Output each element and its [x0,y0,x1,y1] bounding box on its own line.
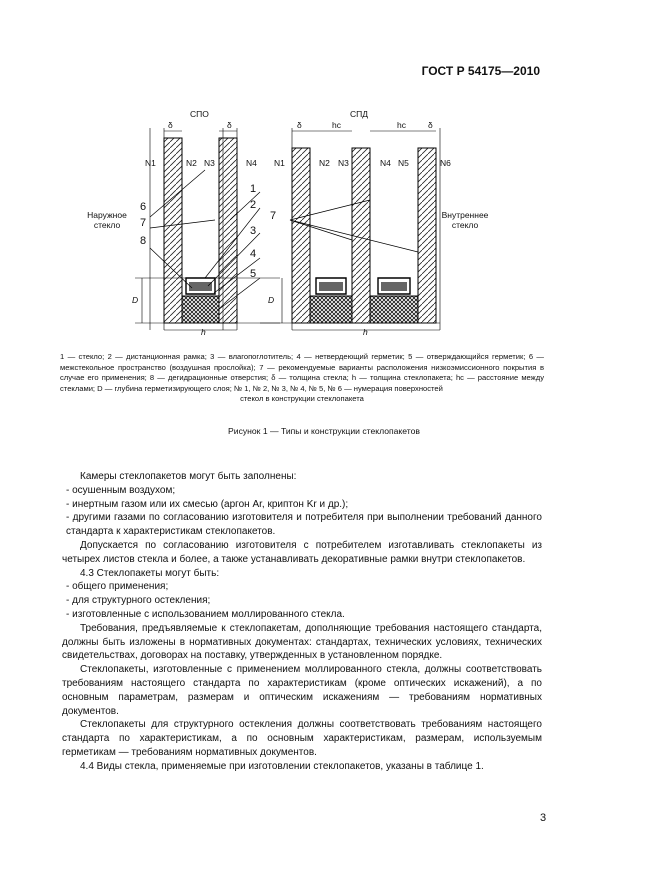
spo-title: СПО [190,109,209,119]
list-item: - другими газами по согласованию изготовителя и потребителя при выполнении требований данного стандарта к характеристикам стеклопакетов. [66,512,542,538]
callout-8: 8 [140,235,147,247]
outer-glass-label: Наружное стекло [87,210,127,230]
surface-label: N4 [246,158,257,168]
delta-label: δ [168,120,173,130]
list-item: - для структурного остекления; [66,595,211,607]
legend-text: 1 — стекло; 2 — дистанционная рамка; 3 — влагопоглотитель; 4 — нетвердеющий герметик; 5 — отверждающийся герметик; 6 — межстекольное пространство (воздушная прослойка); 7 — рекомендуемые варианты расположения низкоэмиссионного покрытия в случае его применения; 8 — дегидрационные отверстия; δ — толщина стекла; h — толщина стеклопакета; hc — расстояние между стеклами; D — глубина герметизирующего слоя; № 1, № 2, № 3, № 4, № 5, № 6 — нумерация поверхностей [60,352,544,393]
surface-label: N1 [274,158,285,168]
page-number: 3 [540,812,547,824]
surface-label: N6 [440,158,451,168]
callout-3: 3 [250,225,257,237]
list-item: - общего применения; [66,581,169,593]
surface-label: N4 [380,158,391,168]
section-4-3: 4.3 Стеклопакеты могут быть: [80,567,220,579]
section-4-4: 4.4 Виды стекла, применяемые при изготовлении стеклопакетов, указаны в таблице 1. [80,760,484,772]
spd-title: СПД [350,109,369,119]
thickness-label: h [363,327,368,337]
list-item: - осушенным воздухом; [66,484,176,496]
figure-legend [60,352,544,405]
callout-1: 1 [250,183,257,195]
delta-label: δ [297,120,302,130]
callout-4: 4 [250,248,257,260]
paragraph: Требования, предъявляемые к стеклопакетам, дополняющие требования настоящего стандарта, должны быть изложены в нормативных документах: стандартах, технических условиях, технических свидетельствах, договорах на поставку, утвержденных в установленном порядке. [62,622,542,662]
surface-label: N3 [204,158,215,168]
list-item: - изготовленные с использованием моллированного стекла. [66,608,345,620]
depth-label: D [132,295,139,305]
legend-last-line: стекол в конструкции стеклопакета [240,394,364,403]
inner-glass-label: Внутреннее стекло [441,210,489,230]
paragraph: Допускается по согласованию изготовителя с потребителем изготавливать стеклопакеты из четырех листов стекла и более, а также устанавливать декоративные рамки внутри стеклопакетов. [62,539,542,565]
surface-label: N1 [145,158,156,168]
spd-unit [260,128,440,330]
hc-label: hc [397,120,406,130]
surface-label: N2 [319,158,330,168]
surface-label: N3 [338,158,349,168]
depth-label: D [268,295,275,305]
surface-label: N5 [398,158,409,168]
list-item: - инертным газом или их смесью (аргон Ar, криптон Kr и др.); [66,498,349,510]
callout-5: 5 [250,268,257,280]
callout-7: 7 [140,217,147,229]
paragraph: Стеклопакеты, изготовленные с применением моллированного стекла, должны соответствовать требованиям настоящего стандарта по характеристикам (кроме оптических искажений), а по основным параметрам, размерам и оптическим искажениям — требованиям нормативных документов. [62,664,542,717]
paragraph: Стеклопакеты для структурного остекления должны соответствовать требованиям настоящего стандарта по характеристикам, а по основным характеристикам, размерам, используемым герметикам — требованиям нормативных документов. [62,719,542,758]
figure-caption: Рисунок 1 — Типы и конструкции стеклопакетов [228,426,420,436]
surface-label: N2 [186,158,197,168]
delta-label: δ [227,120,232,130]
callout-6: 6 [140,201,147,213]
document-id: ГОСТ Р 54175—2010 [421,64,540,78]
hc-label: hc [332,120,341,130]
paragraph: Камеры стеклопакетов могут быть заполнены: [80,471,297,482]
thickness-label: h [201,327,206,337]
body-text [62,470,542,774]
callout-2: 2 [250,199,257,211]
callout-7: 7 [270,210,277,222]
delta-label: δ [428,120,433,130]
